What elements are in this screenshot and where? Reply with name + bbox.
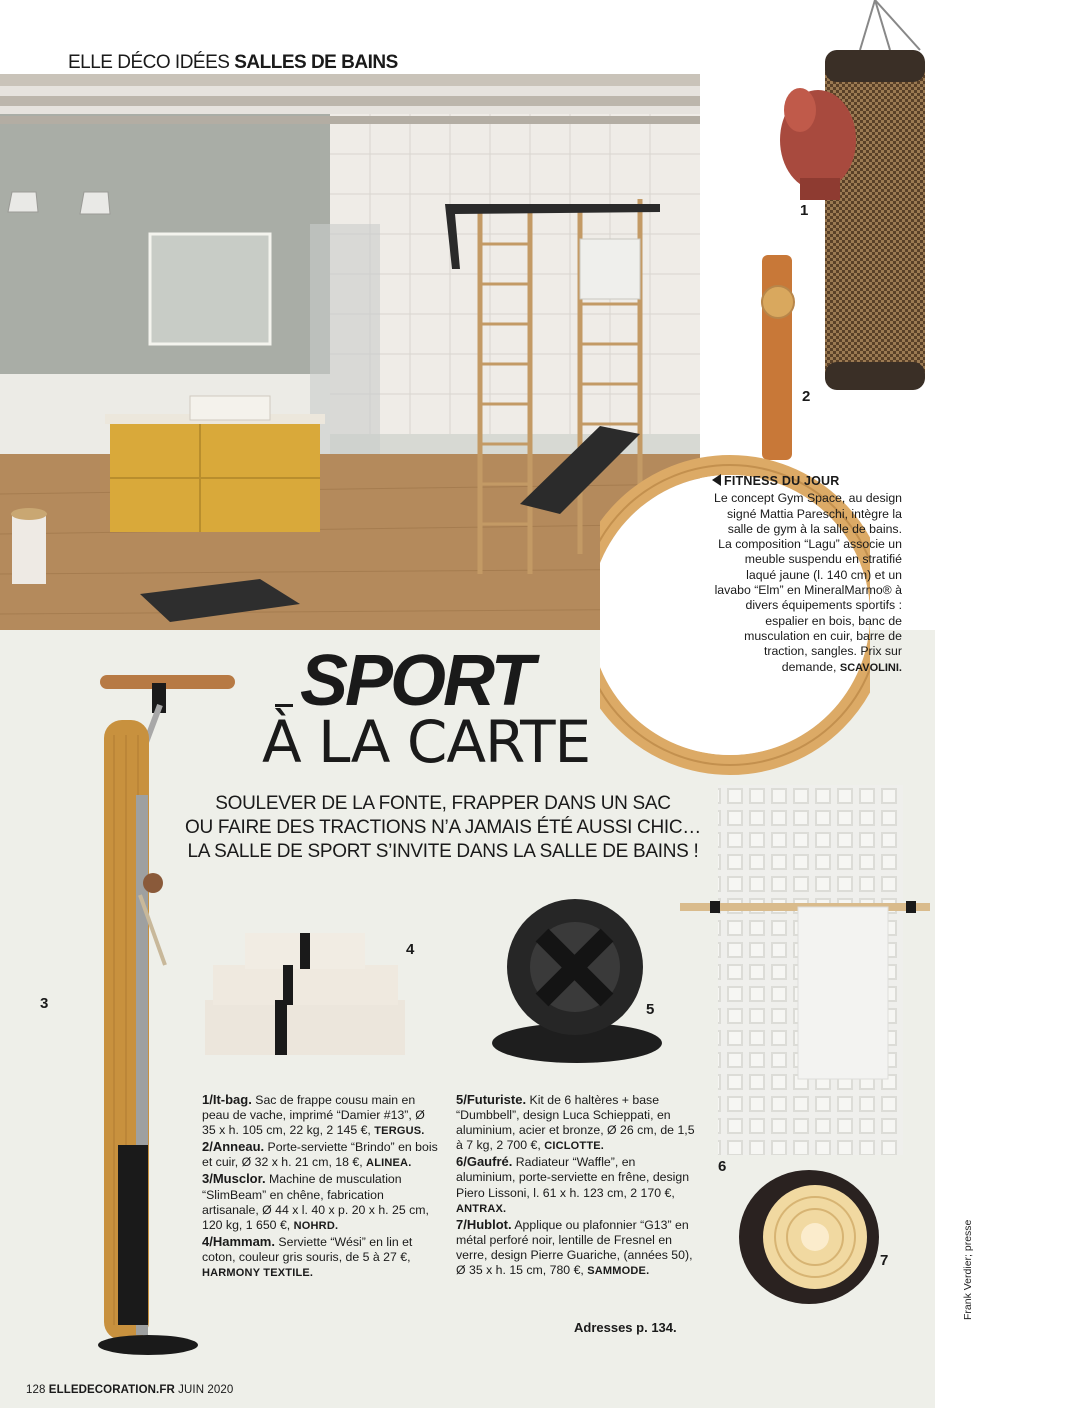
- page-title-line2: À LA CARTE: [262, 708, 591, 776]
- caption-text: Kit de 6 haltères + base “Dumbbell”, design Luca Schieppati, en aluminium, acier et bronze, Ø 26 cm, de 1,5 à 7 kg, 2 700 €,: [456, 1093, 695, 1153]
- caption-brand: ALINEA.: [366, 1157, 412, 1170]
- caption-brand: NOHRD.: [293, 1219, 339, 1232]
- product-number-3: 3: [40, 995, 49, 1012]
- subtitle-line: LA SALLE DE SPORT S’INVITE DANS LA SALLE DE BAINS !: [187, 841, 699, 862]
- footer-date: JUIN 2020: [178, 1384, 234, 1396]
- page-footer: [26, 1384, 233, 1396]
- product-number-2: 2: [802, 388, 811, 405]
- captions-left: [202, 1092, 438, 1281]
- hublot-lamp-image: [738, 1168, 880, 1306]
- page-number: 128: [26, 1384, 46, 1396]
- caption-text: Sac de frappe cousu main en peau de vache, imprimé “Damier #13”, Ø 35 x h. 105 cm, 22 kg, 2 145 €,: [202, 1093, 425, 1138]
- section-name: SALLES DE BAINS: [234, 52, 398, 73]
- caption-lead: 5/Futuriste.: [456, 1092, 527, 1107]
- section-header: [68, 52, 398, 74]
- caption-text: Applique ou plafonnier “G13” en métal perforé noir, lentille de Fresnel en verre, design Pierre Guariche, (années 50), Ø 35 x h. 15 cm, 780 €,: [456, 1217, 693, 1278]
- title-dash: [275, 704, 293, 707]
- caption-lead: 1/It-bag.: [202, 1092, 252, 1107]
- photo-credit: Frank Verdier; presse: [962, 1219, 974, 1320]
- caption-item: [202, 1139, 438, 1171]
- left-arrow-icon: [712, 474, 721, 486]
- product-number-6: 6: [718, 1158, 727, 1175]
- product-number-5: 5: [646, 1001, 655, 1018]
- fitness-body-text: Le concept Gym Space, au design signé Mattia Pareschi, intègre la salle de gym à la salle de bains. La composition “Lagu” associe un meuble suspendu en stratifié laqué jaune (l. 140 cm) et un lavabo “Elm” en MineralMarmo® à divers équipements sportifs : espalier en bois, banc de musculation en cuir, barre de traction, sangles. Prix sur demande,: [714, 491, 902, 674]
- caption-lead: 6/Gaufré.: [456, 1154, 513, 1170]
- subtitle-line: OU FAIRE DES TRACTIONS N’A JAMAIS ÉTÉ AUSSI CHIC…: [185, 817, 701, 838]
- addresses-reference: Adresses p. 134.: [574, 1320, 677, 1335]
- fitness-body: [712, 491, 902, 676]
- subtitle-line: SOULEVER DE LA FONTE, FRAPPER DANS UN SAC: [215, 793, 671, 814]
- subtitle: [178, 792, 708, 864]
- caption-lead: 3/Musclor.: [202, 1171, 266, 1187]
- caption-item: [456, 1092, 696, 1154]
- waffle-radiator-image: [680, 785, 930, 1155]
- caption-brand: SAMMODE.: [587, 1265, 650, 1278]
- caption-brand: HARMONY TEXTILE.: [202, 1267, 314, 1280]
- magazine-name: ELLE DÉCO IDÉES: [68, 52, 230, 73]
- fitness-du-jour-box: [712, 474, 902, 676]
- caption-brand: CICLOTTE.: [544, 1140, 605, 1153]
- fitness-title: [712, 474, 902, 489]
- footer-site: ELLEDECORATION.FR: [48, 1384, 175, 1396]
- caption-item: [202, 1234, 438, 1281]
- caption-text: Porte-serviette “Brindo” en bois et cuir, Ø 32 x h. 21 cm, 18 €,: [202, 1140, 438, 1170]
- fitness-title-text: FITNESS DU JOUR: [724, 474, 840, 488]
- caption-lead: 2/Anneau.: [202, 1139, 265, 1155]
- product-number-4: 4: [406, 941, 415, 958]
- product-number-7: 7: [880, 1252, 889, 1269]
- caption-item: [456, 1154, 696, 1216]
- page-title-line1: SPORT: [300, 641, 532, 721]
- caption-brand: ANTRAX.: [456, 1202, 507, 1215]
- caption-lead: 7/Hublot.: [456, 1216, 512, 1232]
- captions-right: [456, 1092, 696, 1279]
- caption-text: Machine de musculation “SlimBeam” en chêne, fabrication artisanale, Ø 44 x l. 40 x p. 20 x h. 25 cm, 120 kg, 1 650 €,: [202, 1172, 429, 1232]
- caption-brand: TERGUS.: [374, 1125, 425, 1138]
- caption-item: [202, 1171, 438, 1233]
- caption-item: [456, 1217, 696, 1279]
- caption-lead: 4/Hammam.: [202, 1233, 275, 1249]
- caption-text: Radiateur “Waffle”, en aluminium, porte-serviette en frêne, design Piero Lissoni, l. 61 x h. 123 cm, 2 170 €,: [456, 1155, 690, 1200]
- caption-item: [202, 1092, 438, 1139]
- fitness-brand: SCAVOLINI.: [839, 661, 902, 674]
- dumbbell-kit-image: [487, 895, 667, 1065]
- bathroom-photo: [0, 74, 700, 630]
- towels-image: [205, 925, 405, 1055]
- product-number-1: 1: [800, 202, 809, 219]
- caption-text: Serviette “Wési” en lin et coton, couleur gris souris, de 5 à 27 €,: [202, 1234, 413, 1264]
